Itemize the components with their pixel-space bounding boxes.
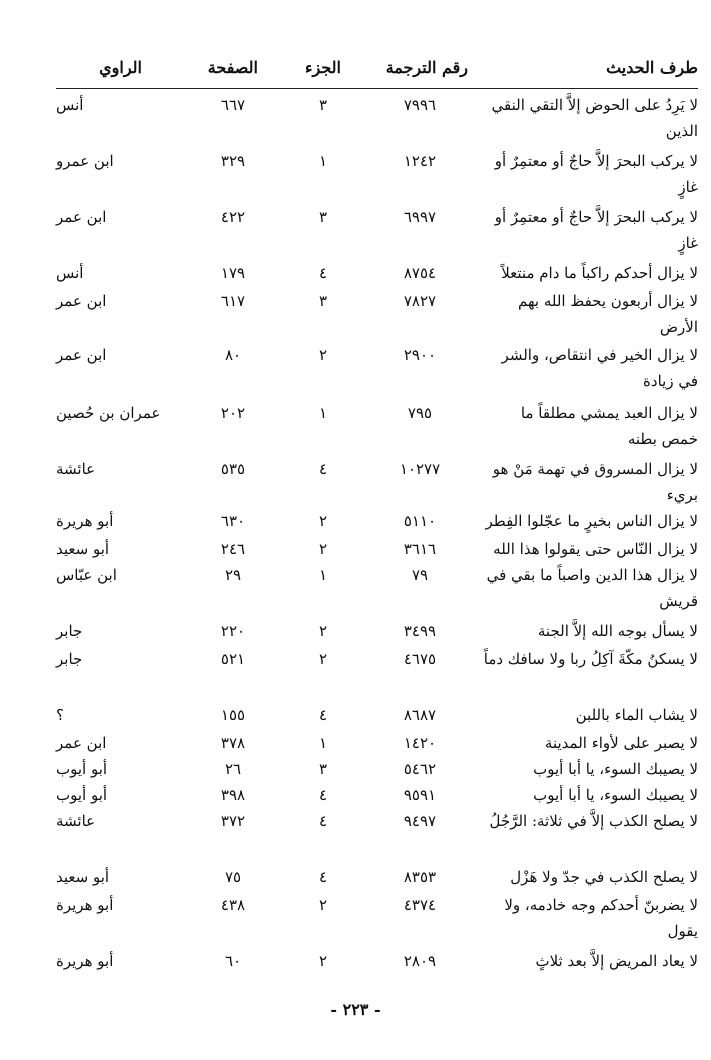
tarjama-number: ٢٩٠٠ bbox=[403, 346, 437, 364]
juz-number: ٤ bbox=[318, 786, 328, 804]
narrator: ابن عمر bbox=[56, 346, 107, 364]
table-row bbox=[56, 646, 698, 702]
tarjama-number: ٩٥٩١ bbox=[403, 786, 437, 804]
header-juz: الجزء bbox=[305, 58, 341, 77]
table-body bbox=[56, 92, 698, 976]
table-row bbox=[56, 892, 698, 948]
tarjama-number: ٧٩٥ bbox=[407, 404, 433, 422]
juz-number: ٣ bbox=[318, 292, 328, 310]
narrator: أبو سعيد bbox=[56, 540, 110, 558]
narrator: ؟ bbox=[56, 706, 64, 724]
tarjama-number: ٨٦٨٧ bbox=[403, 706, 437, 724]
narrator: عمران بن حُصين bbox=[56, 404, 161, 422]
page-number: ٦٣٠ bbox=[220, 512, 246, 530]
narrator: ابن عمر bbox=[56, 734, 107, 752]
header-divider bbox=[56, 88, 698, 89]
page-number: ٤٣٨ bbox=[220, 896, 246, 914]
juz-number: ١ bbox=[318, 734, 328, 752]
page-number: ٣٩٨ bbox=[220, 786, 246, 804]
page-number: ٢٠٢ bbox=[220, 404, 246, 422]
tarjama-number: ٤٦٧٥ bbox=[403, 650, 437, 668]
narrator: أبو هريرة bbox=[56, 512, 114, 530]
hadith-text: لا يسأل بوجه الله إلاَّ الجنة bbox=[537, 622, 698, 640]
table-row bbox=[56, 948, 698, 976]
page-number: ٨٠ bbox=[224, 346, 242, 364]
tarjama-number: ٨٧٥٤ bbox=[403, 264, 437, 282]
table-row bbox=[56, 288, 698, 342]
narrator: أبو أيوب bbox=[56, 786, 108, 804]
juz-number: ٢ bbox=[318, 622, 328, 640]
narrator: عائشة bbox=[56, 812, 96, 830]
header-page: الصفحة bbox=[207, 58, 258, 77]
juz-number: ٤ bbox=[318, 264, 328, 282]
tarjama-number: ٨٣٥٣ bbox=[403, 868, 437, 886]
tarjama-number: ١٠٢٧٧ bbox=[399, 460, 441, 478]
juz-number: ٤ bbox=[318, 706, 328, 724]
hadith-text: لا يسكنُ مكّةَ آكِلُ ربا ولا سافك دماً bbox=[483, 650, 698, 668]
narrator: ابن عمرو bbox=[56, 152, 114, 170]
tarjama-number: ٣٤٩٩ bbox=[403, 622, 437, 640]
hadith-text: لا يصيبك السوء، يا أبا أيوب bbox=[533, 760, 698, 778]
header-rawi: الراوي bbox=[99, 58, 142, 77]
page-number: ١٧٩ bbox=[220, 264, 246, 282]
table-row bbox=[56, 562, 698, 618]
hadith-text: لا يصيبك السوء، يا أبا أيوب bbox=[533, 786, 698, 804]
page-number: ٥٢١ bbox=[220, 650, 246, 668]
juz-number: ٣ bbox=[318, 96, 328, 114]
narrator: عائشة bbox=[56, 460, 96, 478]
hadith-text: لا يركب البحرَ إلاَّ حاجٌ أو معتمِرٌ أو غازٍ bbox=[494, 152, 698, 196]
tarjama-number: ٣٦١٦ bbox=[403, 540, 437, 558]
table-row bbox=[56, 808, 698, 864]
page-number: ٦٠ bbox=[224, 952, 242, 970]
page-number: ٢٩ bbox=[224, 566, 242, 584]
tarjama-number: ٦٩٩٧ bbox=[403, 208, 437, 226]
juz-number: ٢ bbox=[318, 896, 328, 914]
page-number: ٢٢٠ bbox=[220, 622, 246, 640]
narrator: أبو سعيد bbox=[56, 868, 110, 886]
hadith-text: لا يزال النّاس حتى يقولوا هذا الله bbox=[493, 540, 698, 558]
page-number: ٧٥ bbox=[224, 868, 242, 886]
hadith-text: لا يَرِدُ على الحوض إلاَّ التقي النقي الذين bbox=[491, 96, 698, 140]
table-header bbox=[56, 52, 698, 88]
table-row bbox=[56, 730, 698, 756]
juz-number: ٣ bbox=[318, 208, 328, 226]
table-row bbox=[56, 260, 698, 288]
hadith-text: لا يصلح الكذب إلاَّ في ثلاثة: الرَّجُلُ bbox=[489, 812, 698, 830]
table-row bbox=[56, 756, 698, 782]
hadith-text: لا يزال أحدكم راكباً ما دام منتعلاً bbox=[501, 264, 698, 282]
juz-number: ٤ bbox=[318, 812, 328, 830]
tarjama-number: ٩٤٩٧ bbox=[403, 812, 437, 830]
juz-number: ١ bbox=[318, 404, 328, 422]
juz-number: ٢ bbox=[318, 952, 328, 970]
hadith-text: لا يركب البحرَ إلاَّ حاجٌ أو معتمِرٌ أو غازٍ bbox=[494, 208, 698, 252]
tarjama-number: ٤٣٧٤ bbox=[403, 896, 437, 914]
table-row bbox=[56, 702, 698, 730]
juz-number: ١ bbox=[318, 566, 328, 584]
table-row bbox=[56, 148, 698, 204]
table-row bbox=[56, 864, 698, 892]
page-number: ٦٦٧ bbox=[220, 96, 246, 114]
page-number: ٣٧٢ bbox=[220, 812, 246, 830]
narrator: ابن عمر bbox=[56, 208, 107, 226]
page-number: ٦١٧ bbox=[220, 292, 246, 310]
juz-number: ٤ bbox=[318, 460, 328, 478]
juz-number: ١ bbox=[318, 152, 328, 170]
hadith-text: لا يصلح الكذب في جدّ ولا هَزْل bbox=[510, 868, 698, 886]
page-footer-number: - ٢٢٣ - bbox=[330, 1000, 381, 1019]
narrator: أنس bbox=[56, 264, 84, 282]
table-row bbox=[56, 92, 698, 148]
juz-number: ٣ bbox=[318, 760, 328, 778]
narrator: جابر bbox=[56, 622, 83, 640]
tarjama-number: ٧٨٢٧ bbox=[403, 292, 437, 310]
hadith-text: لا يصبر على لأواء المدينة bbox=[544, 734, 698, 752]
hadith-text: لا يعاد المريض إلاَّ بعد ثلاثٍ bbox=[535, 952, 698, 970]
tarjama-number: ٥٤٦٢ bbox=[403, 760, 437, 778]
header-tarjama: رقم الترجمة bbox=[385, 58, 468, 77]
page-number: ٤٢٢ bbox=[220, 208, 246, 226]
tarjama-number: ٧٩٩٦ bbox=[403, 96, 437, 114]
tarjama-number: ١٢٤٢ bbox=[403, 152, 437, 170]
table-row bbox=[56, 618, 698, 646]
narrator: أبو هريرة bbox=[56, 896, 114, 914]
narrator: أبو هريرة bbox=[56, 952, 114, 970]
hadith-text: لا يزال الناس بخيرٍ ما عجّلوا الفِطر bbox=[485, 512, 698, 530]
table-row bbox=[56, 400, 698, 456]
juz-number: ٢ bbox=[318, 540, 328, 558]
tarjama-number: ١٤٢٠ bbox=[403, 734, 437, 752]
page-number: ٥٣٥ bbox=[220, 460, 246, 478]
page-number: ٢٤٦ bbox=[220, 540, 246, 558]
hadith-text: لا يزال أربعون يحفظ الله بهم الأرض bbox=[518, 292, 698, 336]
table-row bbox=[56, 508, 698, 536]
header-hadith: طرف الحديث bbox=[606, 58, 698, 77]
hadith-text: لا يضربنّ أحدكم وجه خادمه، ولا يقول bbox=[504, 896, 698, 940]
page-number: ٣٧٨ bbox=[220, 734, 246, 752]
narrator: أنس bbox=[56, 96, 84, 114]
table-row bbox=[56, 536, 698, 562]
page-number: ١٥٥ bbox=[220, 706, 246, 724]
hadith-text: لا يزال المسروق في تهمة مَنْ هو بريء bbox=[492, 460, 698, 504]
narrator: ابن عبّاس bbox=[56, 566, 117, 584]
table-row bbox=[56, 456, 698, 508]
hadith-text: لا يزال هذا الدين واصباً ما بقي في قريش bbox=[486, 566, 698, 610]
juz-number: ٢ bbox=[318, 650, 328, 668]
page-number: ٢٦ bbox=[224, 760, 242, 778]
narrator: جابر bbox=[56, 650, 83, 668]
table-row bbox=[56, 204, 698, 260]
table-row bbox=[56, 782, 698, 808]
juz-number: ٢ bbox=[318, 512, 328, 530]
hadith-text: لا يزال الخير في انتقاص، والشر في زيادة bbox=[501, 346, 698, 390]
juz-number: ٤ bbox=[318, 868, 328, 886]
hadith-text: لا يشاب الماء باللبن bbox=[575, 706, 698, 724]
tarjama-number: ٥١١٠ bbox=[403, 512, 437, 530]
juz-number: ٢ bbox=[318, 346, 328, 364]
narrator: ابن عمر bbox=[56, 292, 107, 310]
hadith-text: لا يزال العبد يمشي مطلقاً ما خمص بطنه bbox=[520, 404, 698, 448]
tarjama-number: ٢٨٠٩ bbox=[403, 952, 437, 970]
tarjama-number: ٧٩ bbox=[411, 566, 429, 584]
table-row bbox=[56, 342, 698, 400]
page-number: ٣٢٩ bbox=[220, 152, 246, 170]
narrator: أبو أيوب bbox=[56, 760, 108, 778]
